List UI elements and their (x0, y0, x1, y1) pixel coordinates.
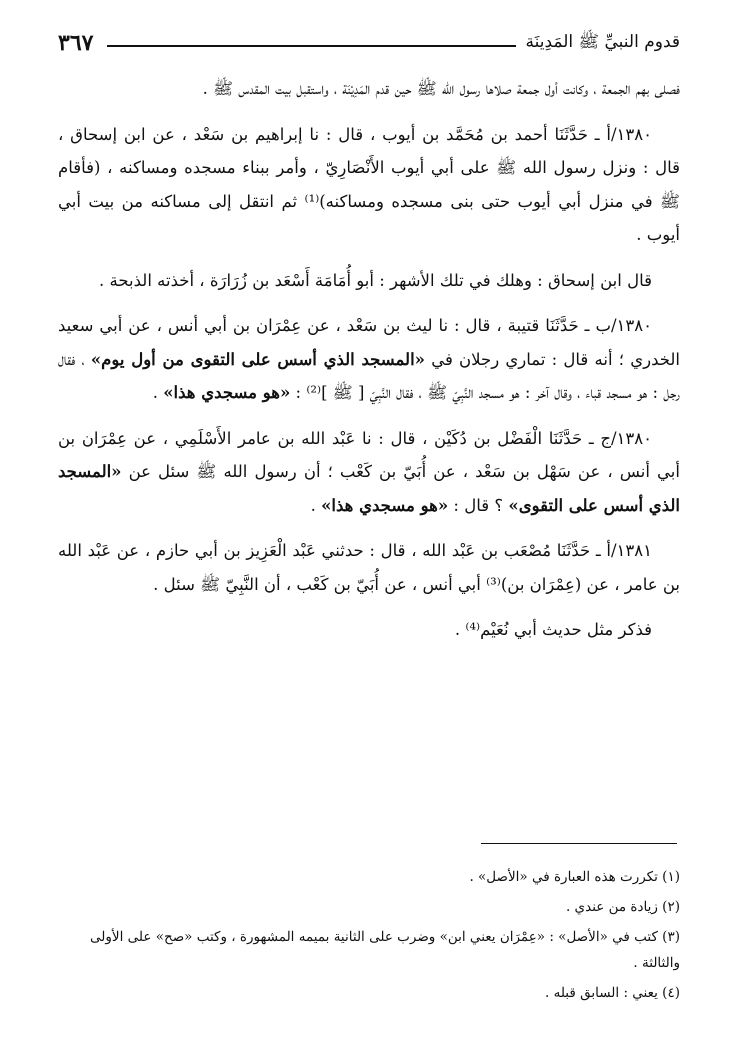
page (58, 22, 680, 647)
paragraph-text: فصلى بهم الجمعة ، وكانت أول جمعة صلاها رسول الله ﷺ حين قدم المَدِيْنَة ، واستقبل بيت المقدس ﷺ . (202, 79, 680, 98)
body-text (58, 72, 680, 647)
footnote: (٤) يعني : السابق قبله . (545, 985, 680, 1001)
paragraph-text: ١٣٨٠/ب ـ حَدَّثَنَا قتيبة ، قال : نا ليث بن سَعْد ، عن عِمْرَان بن أبي أنس ، عن أبي سعيد الخدري ؛ أنه قال : تماري رجلان في (58, 316, 681, 369)
paragraph (58, 309, 680, 410)
paragraph (58, 613, 680, 647)
paragraph (58, 118, 680, 252)
paragraph-text: ١٣٨٠/أ ـ حَدَّثَنَا أحمد بن مُحَمَّد بن أيوب ، قال : نا إبراهيم بن سَعْد ، عن ابن إسحاق ، قال : ونزل رسول الله ﷺ على أبي أيوب الأَنْصَارِيّ ، وأمر ببناء مسجده ومساكنه ، (فأقام ﷺ في منزل أبي أيوب حتى بنى مسجده ومساكنه)⁽¹⁾ ثم انتقل إلى مساكنه من بيت أبي أيوب . (58, 124, 680, 244)
paragraph-text: ١٣٨٠/ج ـ حَدَّثَنَا الْفَضْل بن دُكَيْن ، قال : نا عَبْد الله بن عامر الأَسْلَمِي ، عن عِمْرَان بن أبي أنس ، عن سَهْل بن سَعْد ، عن أُبَيّ بن كَعْب ؛ أن رسول الله ﷺ سئل عن (58, 428, 680, 481)
footnotes (58, 864, 680, 1010)
quoted-hadith-text: «هو مسجدي هذا» (163, 383, 291, 402)
running-header (58, 22, 680, 56)
paragraph-text: ؟ قال : (448, 495, 509, 515)
paragraph (58, 534, 680, 601)
paragraph-text: . (152, 383, 164, 402)
header-rule (107, 45, 515, 47)
footnote-divider (481, 843, 677, 844)
page-number: ٣٦٧ (58, 30, 94, 56)
quoted-hadith-text: «هو مسجدي هذا» (321, 495, 449, 515)
footnote: (١) تكررت هذه العبارة في «الأصل» . (469, 869, 680, 885)
quoted-hadith-text: «المسجد الذي أسس على التقوى من أول يوم» (90, 349, 425, 369)
paragraph (58, 72, 680, 106)
paragraph-text: ، فقال رجل : هو مسجد قباء ، وقال آخر : هو مسجد النَّبِيّ ﷺ ، فقال النَّبِيّ [ ﷺ ]⁽²⁾ : (58, 349, 680, 402)
paragraph-text: فذكر مثل حديث أبي نُعَيْم⁽⁴⁾ . (454, 620, 652, 639)
paragraph (58, 422, 680, 523)
paragraph (58, 264, 680, 298)
footnote: (٣) كتب في «الأصل» : «عِمْرَان يعني ابن» وضرب على الثانية بميمه المشهورة ، وكتب «صح» على الأولى والثالثة . (90, 929, 680, 971)
quoted-hadith-text: «المسجد الذي أسس على التقوى» (58, 462, 680, 515)
chapter-title: قدوم النبيِّ ﷺ المَدِينَة (525, 32, 680, 52)
footnote: (٢) زيادة من عندي . (565, 899, 680, 915)
paragraph-text: قال ابن إسحاق : وهلك في تلك الأشهر : أبو أُمَامَة أَسْعَد بن زُرَارَة ، أخذته الذبحة . (99, 270, 652, 290)
paragraph-text: ١٣٨١/أ ـ حَدَّثَنَا مُصْعَب بن عَبْد الله ، قال : حدثني عَبْد الْعَزِيز بن أبي حازم ، عن عَبْد الله بن عامر ، عن (عِمْرَان بن)⁽³⁾ أبي أنس ، عن أُبَيّ بن كَعْب ، أن النَّبِيّ ﷺ سئل . (58, 541, 680, 594)
paragraph-text: . (310, 495, 322, 515)
